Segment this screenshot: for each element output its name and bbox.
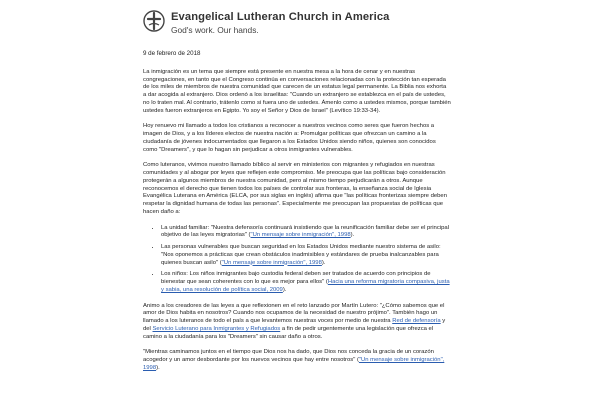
- list-item-family: [161, 225, 451, 241]
- link-reforma-migratoria[interactable]: Hacia una reforma migratoria compasiva, justa y sabia, una resolución de política social, 2009: [161, 279, 450, 293]
- paragraph-4-text-a: Animo a los creadores de las leyes a que reflexionen en el reto lanzado por Martín Lutero: "¿Cómo sabemos que el amor de Dios habita en nosotros? Cuando nos ocupamos de la necesidad de nuestro prójimo". También hago un llamado a los luteranos de todo el país a que levantemos nuestras voces por medio de nuestra: [143, 302, 445, 324]
- list-item-text: La unidad familiar: "Nuestra defensoría continuará insistiendo que la reunificación familiar debe ser el principal objetivo de las leyes migratorias" (: [161, 224, 449, 239]
- concerns-list: [143, 225, 451, 295]
- letterhead: [143, 8, 463, 44]
- list-item-end: ).: [350, 232, 355, 239]
- paragraph-4-text-c: a fin de pedir urgentemente una legislación que ofrezca el camino a la ciudadanía para los "Dreamers" sin causar daño a otros.: [143, 325, 434, 340]
- link-mensaje-1998[interactable]: "Un mensaje sobre inmigración", 1998: [143, 357, 445, 371]
- paragraph-5-end: ).: [156, 364, 160, 371]
- list-item-end: ).: [282, 286, 287, 293]
- tagline: God's work. Our hands.: [171, 25, 259, 35]
- paragraph-1: La inmigración es un tema que siempre está presente en nuestra mesa a la hora de cenar y en nuestras congregaciones, en tanto que el Congreso continúa en conversaciones relacionadas con la protección tan esperada de los miles de miembros de nuestra comunidad que carecen de un estatus legal permanente. La Biblia nos exhorta a dar acogida al extranjero. Dios ordenó a los israelitas: "Cuando un extranjero se establezca en el país de ustedes, no lo traten mal. Al contrario, trátenlo como si fuera uno de ustedes. Ámenlo como a ustedes mismos, porque también ustedes fueron extranjeros en Egipto. Yo soy el Señor y Dios de Israel" (Levítico 19:33-34).: [143, 68, 451, 114]
- list-item-children: [161, 271, 451, 294]
- paragraph-5: [143, 349, 451, 372]
- paragraph-4-text-b: y del: [143, 318, 446, 332]
- paragraph-4: [143, 303, 451, 342]
- list-item-asylum: [161, 244, 451, 267]
- paragraph-2: Hoy renuevo mi llamado a todos los cristianos a reconocer a nuestros vecinos como seres que fueron hechos a imagen de Dios, y a los líderes electos de nuestra nación a: Promulgar políticas que ofrezcan un camino a la ciudadanía de jóvenes indocumentados que llegaron a los Estados Unidos siendo niños, quienes son conocidos como "Dreamers", y que lo hagan sin perjudicar a otros inmigrantes vulnerables.: [143, 123, 436, 153]
- list-item-text: Las personas vulnerables que buscan seguridad en los Estados Unidos mediante nuestro sistema de asilo: "Nos oponemos a prácticas que crean obstáculos inadmisibles y estándares de prueba inalcanzables para quienes buscan asilo" (: [161, 244, 441, 266]
- list-item-end: ).: [321, 259, 326, 266]
- link-servicio-luterano[interactable]: Servicio Luterano para Inmigrantes y Refugiados: [152, 325, 281, 332]
- paragraph-3: Como luteranos, vivimos nuestro llamado bíblico al servir en ministerios con migrantes y refugiados en nuestras comunidades y al abogar por leyes que reflejen este compromiso. Me preocupa que las políticas bajo consideración protegerán a algunos miembros de nuestra comunidad, pero al mismo tiempo perjudicarán a otros. Aunque reconocemos el derecho que tienen todos los países de controlar sus fronteras, la enseñanza social de Iglesia Evangélica Luterana en América (ELCA, por sus siglas en inglés) afirma que "las políticas fronterizas siempre deben respetar la dignidad humana de todas las personas". Especialmente me preocupan las propuestas de políticas que hacen daño a:: [143, 162, 447, 215]
- list-item-text: Los niños: Los niños inmigrantes bajo custodia federal deben ser tratados de acuerdo con principios de bienestar que sean coherentes con lo que es mejor para ellos" (: [161, 271, 431, 285]
- link-red-defensoria[interactable]: Red de defensoría: [392, 318, 441, 324]
- paragraph-5-text: "Mientras caminamos juntos en el tiempo que Dios nos ha dado, que Dios nos conceda la gracia de un corazón acogedor y un amor desbordante por los nuevos vecinos que hay entre nosotros" (: [143, 349, 434, 363]
- org-name: Evangelical Lutheran Church in America: [171, 11, 390, 23]
- link-mensaje-1998[interactable]: "Un mensaje sobre inmigración", 1998: [250, 232, 351, 239]
- letter-date: 9 de febrero de 2018: [143, 50, 201, 57]
- elca-cross-logo-icon: [143, 10, 165, 32]
- letter-body: [143, 50, 451, 381]
- link-mensaje-1998[interactable]: "Un mensaje sobre inmigración", 1998: [221, 259, 322, 266]
